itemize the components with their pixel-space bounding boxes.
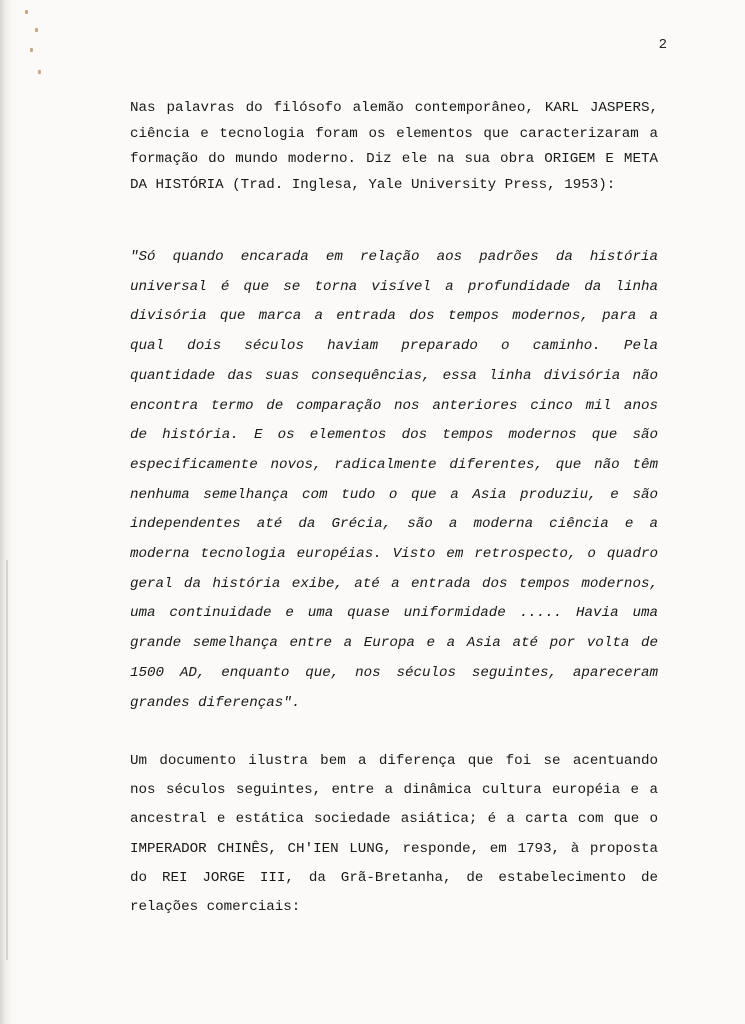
text-line: Um documento ilustra bem a diferença que foi se acentuando	[130, 753, 658, 769]
quote-line: geral da história exibe, até a entrada dos tempos modernos,	[130, 575, 658, 592]
quote-paragraph	[130, 243, 658, 718]
text-line: relações comerciais:	[130, 899, 301, 916]
text-line: IMPERADOR CHINÊS, CH'IEN LUNG, responde, em 1793, à proposta	[130, 840, 658, 857]
text-line: formação do mundo moderno. Diz ele na sua obra ORIGEM E META	[130, 151, 658, 168]
quote-line: encontra termo de comparação nos anteriores cinco mil anos	[130, 397, 658, 414]
quote-line: "Só quando encarada em relação aos padrões da história	[130, 249, 658, 265]
binding-mark	[30, 48, 33, 52]
binding-mark	[35, 28, 38, 32]
quote-line: quantidade das suas consequências, essa linha divisória não	[130, 367, 658, 384]
quote-line: 1500 AD, enquanto que, nos séculos seguintes, apareceram	[130, 664, 658, 681]
letter-intro-paragraph	[130, 747, 658, 922]
intro-paragraph	[130, 96, 658, 198]
quote-line: uma continuidade e uma quase uniformidade ..... Havia uma	[130, 605, 658, 622]
quote-line: grandes diferenças".	[130, 694, 301, 711]
text-line: ciência e tecnologia foram os elementos que caracterizaram a	[130, 125, 658, 142]
quote-line: moderna tecnologia européias. Visto em retrospecto, o quadro	[130, 546, 658, 563]
text-line: do REI JORGE III, da Grã-Bretanha, de estabelecimento de	[130, 869, 658, 886]
binding-mark	[38, 70, 41, 74]
scan-artifact-line	[6, 560, 8, 960]
quote-line: divisória que marca a entrada dos tempos modernos, para a	[130, 308, 658, 325]
quote-line: de história. E os elementos dos tempos modernos que são	[130, 427, 658, 444]
quote-line: grande semelhança entre a Europa e a Asia até por volta de	[130, 635, 658, 652]
quote-line: nenhuma semelhança com tudo o que a Asia produziu, e são	[130, 486, 658, 503]
binding-mark	[25, 10, 28, 14]
quote-line: independentes até da Grécia, são a moderna ciência e a	[130, 516, 658, 533]
text-line: ancestral e estática sociedade asiática; é a carta com que o	[130, 811, 658, 828]
text-line: DA HISTÓRIA (Trad. Inglesa, Yale University Press, 1953):	[130, 176, 616, 193]
quote-line: universal é que se torna visível a profundidade da linha	[130, 278, 658, 295]
text-line: nos séculos seguintes, entre a dinâmica cultura européia e a	[130, 782, 658, 799]
quote-line: qual dois séculos haviam preparado o caminho. Pela	[130, 338, 658, 355]
page-number: 2	[658, 37, 667, 53]
text-line: Nas palavras do filósofo alemão contemporâneo, KARL JASPERS,	[130, 100, 658, 116]
quote-line: especificamente novos, radicalmente diferentes, que não têm	[130, 456, 658, 473]
